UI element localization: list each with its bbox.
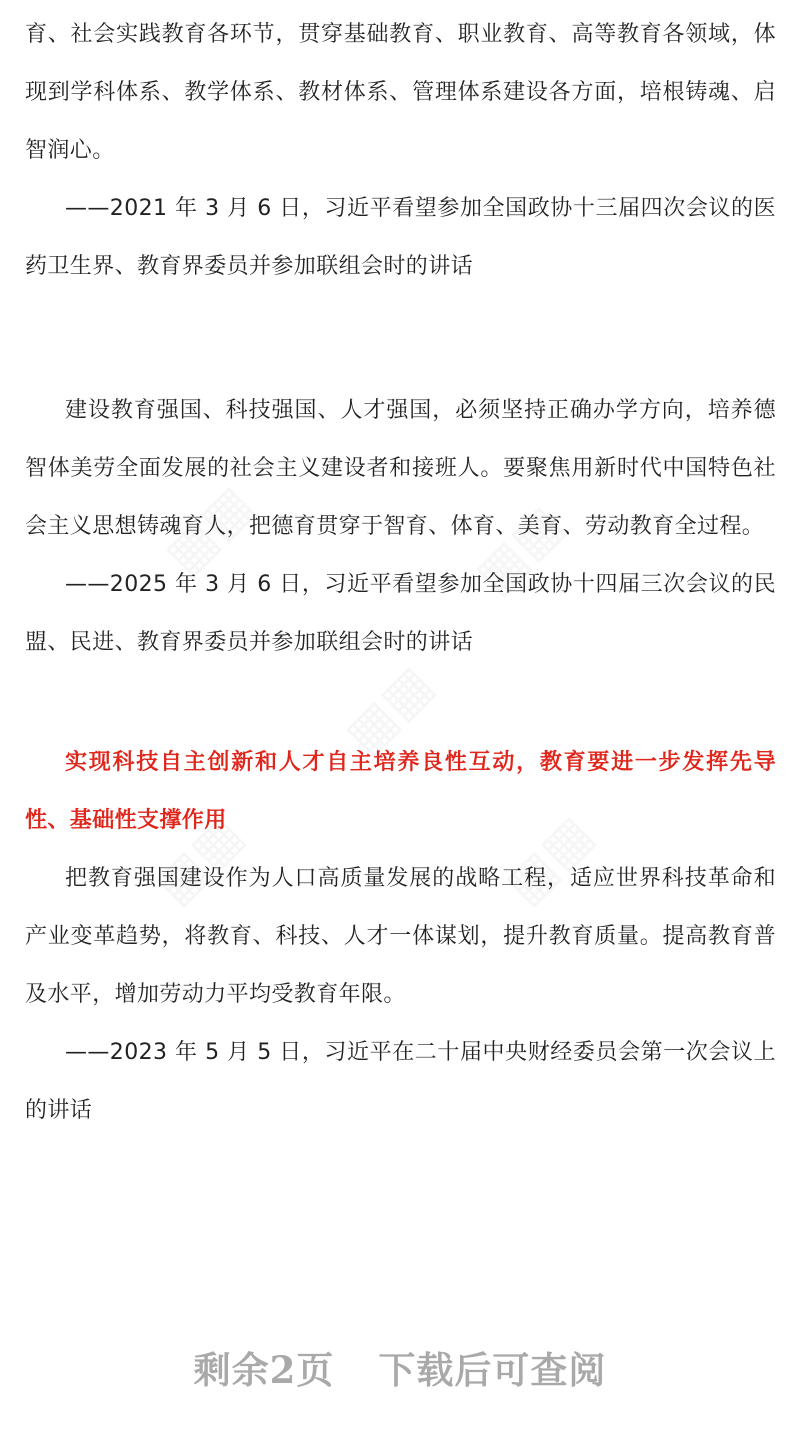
download-banner[interactable] (0, 1338, 800, 1402)
section-heading: 实现科技自主创新和人才自主培养良性互动，教育要进一步发挥先导性、基础性支撑作用 (25, 750, 776, 833)
download-to-view-label: 下载后可查阅 (378, 1348, 607, 1392)
source-citation-2021: ——2021 年 3 月 6 日，习近平看望参加全国政协十三届四次会议的医药卫生界、教育界委员并参加联组会时的讲话 (25, 196, 776, 279)
remaining-pages-label: 剩余2页 (193, 1348, 335, 1392)
source-citation-2023: ——2023 年 5 月 5 日，习近平在二十届中央财经委员会第一次会议上的讲话 (25, 1040, 776, 1123)
spacer (25, 296, 776, 382)
paragraph-strategic-project: 把教育强国建设作为人口高质量发展的战略工程，适应世界科技革命和产业变革趋势，将教育、科技、人才一体谋划，提升教育质量。提高教育普及水平，增加劳动力平均受教育年限。 (25, 866, 776, 1007)
paragraph-education-power: 建设教育强国、科技强国、人才强国，必须坚持正确办学方向，培养德智体美劳全面发展的社会主义建设者和接班人。要聚焦用新时代中国特色社会主义思想铸魂育人，把德育贯穿于智育、体育、美育、劳动教育全过程。 (25, 398, 776, 539)
source-citation-2025: ——2025 年 3 月 6 日，习近平看望参加全国政协十四届三次会议的民盟、民进、教育界委员并参加联组会时的讲话 (25, 572, 776, 655)
spacer (25, 672, 776, 734)
paragraph-continuation: 育、社会实践教育各环节，贯穿基础教育、职业教育、高等教育各领域，体现到学科体系、教学体系、教材体系、管理体系建设各方面，培根铸魂、启智润心。 (25, 22, 776, 163)
